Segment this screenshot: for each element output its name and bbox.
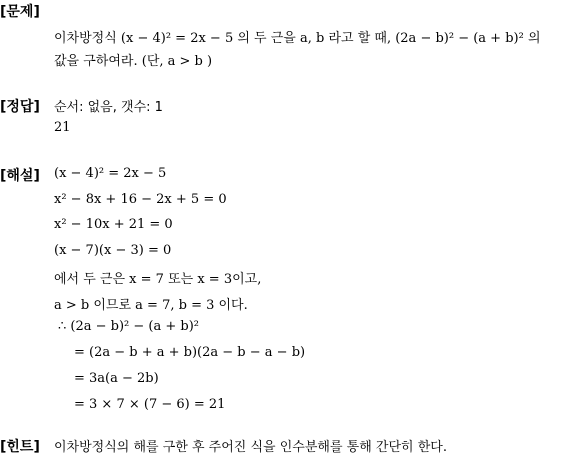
answer-line-1: 순서: 없음, 갯수: 1 [54,100,163,115]
hint-label: [힌트] [0,439,40,455]
solution-label: [해설] [0,168,40,184]
hint-text: 이차방정식의 해를 구한 후 주어진 식을 인수분해를 통해 간단히 한다. [54,440,447,455]
solution-line: (x − 7)(x − 3) = 0 [54,243,172,258]
solution-line: ∴ (2a − b)² − (a + b)² [58,319,200,334]
problem-line-1: 이차방정식 (x − 4)² = 2x − 5 의 두 근을 a, b 라고 할 때, (2a − b)² − (a + b)² 의 [54,31,541,46]
solution-line: x² − 8x + 16 − 2x + 5 = 0 [54,192,227,207]
problem-label: [문제] [0,4,40,20]
solution-line: = (2a − b + a + b)(2a − b − a − b) [74,345,306,360]
solution-line: 에서 두 근은 x = 7 또는 x = 3이고, [54,272,262,287]
answer-line-2: 21 [54,120,71,135]
answer-label: [정답] [0,99,40,115]
solution-line: x² − 10x + 21 = 0 [54,217,173,232]
solution-line: (x − 4)² = 2x − 5 [54,166,167,181]
solution-line: = 3 × 7 × (7 − 6) = 21 [74,397,226,412]
solution-line: a > b 이므로 a = 7, b = 3 이다. [54,298,248,313]
solution-line: = 3a(a − 2b) [74,371,159,386]
problem-line-2: 값을 구하여라. (단, a > b ) [54,54,213,69]
